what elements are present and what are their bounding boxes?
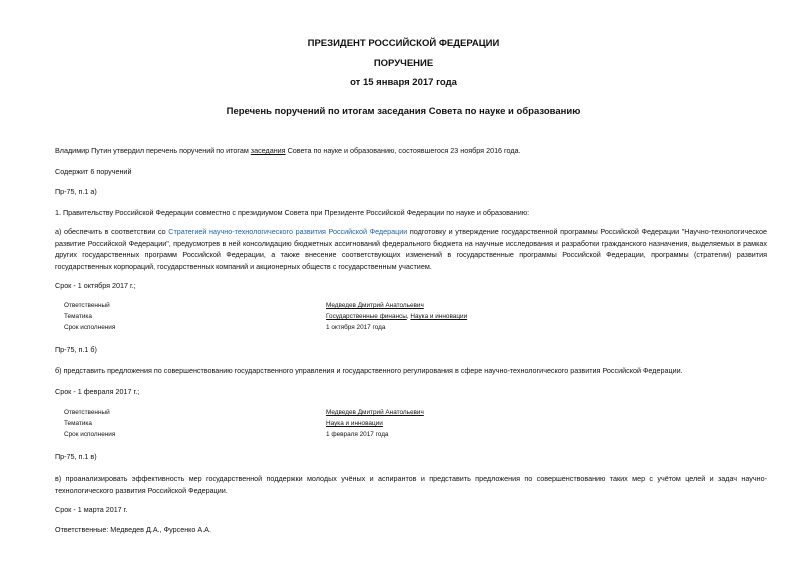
topic-link[interactable]: Государственные финансы (326, 313, 407, 320)
document-date: от 15 января 2017 года (350, 77, 457, 88)
strategy-link[interactable]: Стратегией научно-технологического развития Российской Федерации (168, 227, 408, 236)
topic-link[interactable]: Наука и инновации (410, 313, 468, 320)
intro-text-post: Совета по науке и образованию, состоявшегося 23 ноября 2016 года. (285, 146, 521, 155)
due-date-value: 1 октября 2017 года (326, 324, 386, 331)
item-text (55, 226, 767, 272)
intro-text-pre: Владимир Путин утвердил перечень поручений по итогам (55, 146, 251, 155)
intro-paragraph (55, 145, 521, 156)
item-text-pre: а) обеспечить в соответствии со (55, 227, 169, 236)
responsible-link[interactable]: Медведев Дмитрий Анатольевич (326, 302, 424, 309)
issuer-title: ПРЕЗИДЕНТ РОССИЙСКОЙ ФЕДЕРАЦИИ (307, 38, 500, 49)
due-date-label: Срок исполнения (64, 324, 116, 331)
meeting-link[interactable]: заседания (250, 146, 286, 155)
due-date-label: Срок исполнения (64, 431, 116, 438)
item-heading: 1. Правительству Российской Федерации совместно с президиумом Совета при Президенте Российской Федерации по науке и образованию: (55, 208, 530, 217)
due-date-value: 1 февраля 2017 года (326, 431, 389, 438)
topic-link[interactable]: Наука и инновации (326, 420, 383, 427)
responsible-label: Ответственный (64, 409, 110, 416)
item-deadline: Срок - 1 февраля 2017 г.; (55, 387, 140, 396)
item-deadline: Срок - 1 марта 2017 г. (55, 505, 128, 514)
topic-links (326, 311, 467, 322)
responsible-link[interactable]: Медведев Дмитрий Анатольевич (326, 409, 424, 416)
document-type: ПОРУЧЕНИЕ (373, 58, 434, 69)
item-meta-table (64, 407, 484, 441)
responsible-label: Ответственный (64, 302, 110, 309)
item-text: б) представить предложения по совершенствованию государственного управления и государственного регулирования в сфере научно-технологического развития Российской Федерации. (55, 366, 683, 375)
item-code: Пр-75, п.1 б) (55, 345, 97, 354)
topic-label: Тематика (64, 420, 92, 427)
item-responsible: Ответственные: Медведев Д.А., Фурсенко А.А. (55, 525, 211, 534)
item-code: Пр-75, п.1 в) (55, 452, 97, 461)
item-text: в) проанализировать эффективность мер государственной поддержки молодых учёных и аспирантов и представить предложения по совершенствованию таких мер с учётом целей и задач научно-технологического развития Российской Федерации. (55, 474, 767, 495)
item-deadline: Срок - 1 октября 2017 г.; (55, 281, 136, 290)
item-meta-table (64, 300, 484, 334)
topic-separator: , (406, 313, 411, 320)
document-title: Перечень поручений по итогам заседания Совета по науке и образованию (226, 106, 581, 117)
item-code: Пр-75, п.1 а) (55, 187, 97, 196)
topic-label: Тематика (64, 313, 92, 320)
item-text-post: подготовку и утверждение государственной программы Российской Федерации "Научно-технологическое развитие Российской Федерации", предусмотрев в ней консолидацию бюджетных ассигнований федерального бюджета на научные исследования и разработки гражданского назначения, выделяемых в рамках других государственных программ Российской Федерации, а также внесение соответствующих изменений в государственные программы Российской Федерации, программы (стратегии) развития государственных корпораций, государственных компаний и акционерных обществ с государственным участием. (55, 227, 768, 271)
instructions-count: Содержит 6 поручений (55, 167, 132, 176)
